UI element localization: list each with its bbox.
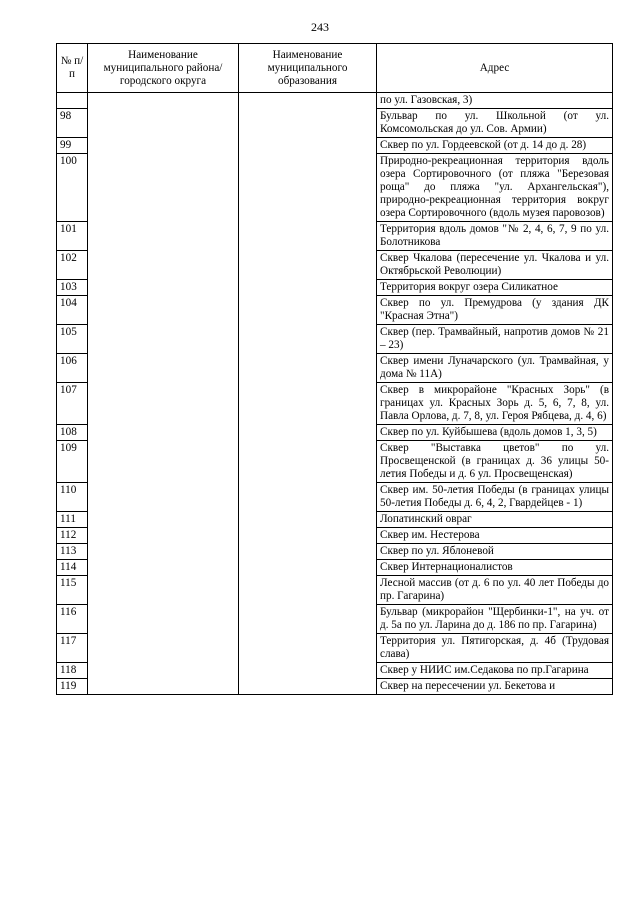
continuation-address: по ул. Газовская, 3) <box>377 93 613 109</box>
row-number: 106 <box>57 354 88 383</box>
header-address: Адрес <box>377 44 613 93</box>
district-cell <box>88 93 239 695</box>
row-number: 103 <box>57 280 88 296</box>
row-address: Сквер у НИИС им.Седакова по пр.Гагарина <box>377 663 613 679</box>
registry-table <box>56 43 613 695</box>
header-municipality: Наименование муниципального образования <box>239 44 377 93</box>
row-number: 101 <box>57 222 88 251</box>
row-number: 108 <box>57 425 88 441</box>
row-number: 100 <box>57 154 88 222</box>
row-number: 116 <box>57 605 88 634</box>
row-address: Сквер по ул. Яблоневой <box>377 544 613 560</box>
row-number: 115 <box>57 576 88 605</box>
row-address: Территория вокруг озера Силикатное <box>377 280 613 296</box>
header-num: № п/п <box>57 44 88 93</box>
row-number: 98 <box>57 109 88 138</box>
row-number: 102 <box>57 251 88 280</box>
row-address: Сквер им. Нестерова <box>377 528 613 544</box>
row-number: 114 <box>57 560 88 576</box>
row-number: 118 <box>57 663 88 679</box>
row-address: Сквер в микрорайоне "Красных Зорь" (в границах ул. Красных Зорь д. 5, 6, 7, 8, ул. Павла Орлова, д. 7, 8, ул. Героя Рябцева, д. 4, 6) <box>377 383 613 425</box>
table-header-row <box>57 44 613 93</box>
row-number: 104 <box>57 296 88 325</box>
row-number: 107 <box>57 383 88 425</box>
row-address: Сквер на пересечении ул. Бекетова и <box>377 679 613 695</box>
row-address: Территория вдоль домов "№ 2, 4, 6, 7, 9 по ул. Болотникова <box>377 222 613 251</box>
row-number: 111 <box>57 512 88 528</box>
page-number: 243 <box>311 20 329 34</box>
row-address: Сквер имени Луначарского (ул. Трамвайная, у дома № 11А) <box>377 354 613 383</box>
row-address: Сквер по ул. Куйбышева (вдоль домов 1, 3, 5) <box>377 425 613 441</box>
continuation-row <box>57 93 613 109</box>
row-number: 119 <box>57 679 88 695</box>
row-address: Природно-рекреационная территория вдоль озера Сортировочного (от пляжа "Березовая роща" до пляжа "ул. Архангельская"), природно-рекреационная территория вокруг озера Сортировочного (вдоль музея паровозов) <box>377 154 613 222</box>
row-address: Сквер (пер. Трамвайный, напротив домов № 21 – 23) <box>377 325 613 354</box>
row-address: Сквер по ул. Премудрова (у здания ДК "Красная Этна") <box>377 296 613 325</box>
row-number: 110 <box>57 483 88 512</box>
row-number: 117 <box>57 634 88 663</box>
row-address: Сквер "Выставка цветов" по ул. Просвещенской (в границах д. 36 улицы 50-летия Победы и д. 6 ул. Просвещенская) <box>377 441 613 483</box>
row-number: 105 <box>57 325 88 354</box>
row-address: Сквер Чкалова (пересечение ул. Чкалова и ул. Октябрьской Революции) <box>377 251 613 280</box>
row-number: 99 <box>57 138 88 154</box>
row-address: Территория ул. Пятигорская, д. 4б (Трудовая слава) <box>377 634 613 663</box>
row-number: 109 <box>57 441 88 483</box>
table-body <box>57 93 613 695</box>
row-address: Сквер Интернационалистов <box>377 560 613 576</box>
row-address: Лопатинский овраг <box>377 512 613 528</box>
row-number: 113 <box>57 544 88 560</box>
row-address: Бульвар по ул. Школьной (от ул. Комсомольская до ул. Сов. Армии) <box>377 109 613 138</box>
municipality-cell <box>239 93 377 695</box>
row-address: Сквер им. 50-летия Победы (в границах улицы 50-летия Победы д. 6, 4, 2, Гвардейцев - 1) <box>377 483 613 512</box>
row-address: Лесной массив (от д. 6 по ул. 40 лет Победы до пр. Гагарина) <box>377 576 613 605</box>
row-address: Бульвар (микрорайон "Щербинки-1", на уч. от д. 5а по ул. Ларина до д. 186 по пр. Гагарина) <box>377 605 613 634</box>
continuation-num-cell <box>57 93 88 109</box>
row-address: Сквер по ул. Гордеевской (от д. 14 до д. 28) <box>377 138 613 154</box>
row-number: 112 <box>57 528 88 544</box>
header-district: Наименование муниципального района/ городского округа <box>88 44 239 93</box>
